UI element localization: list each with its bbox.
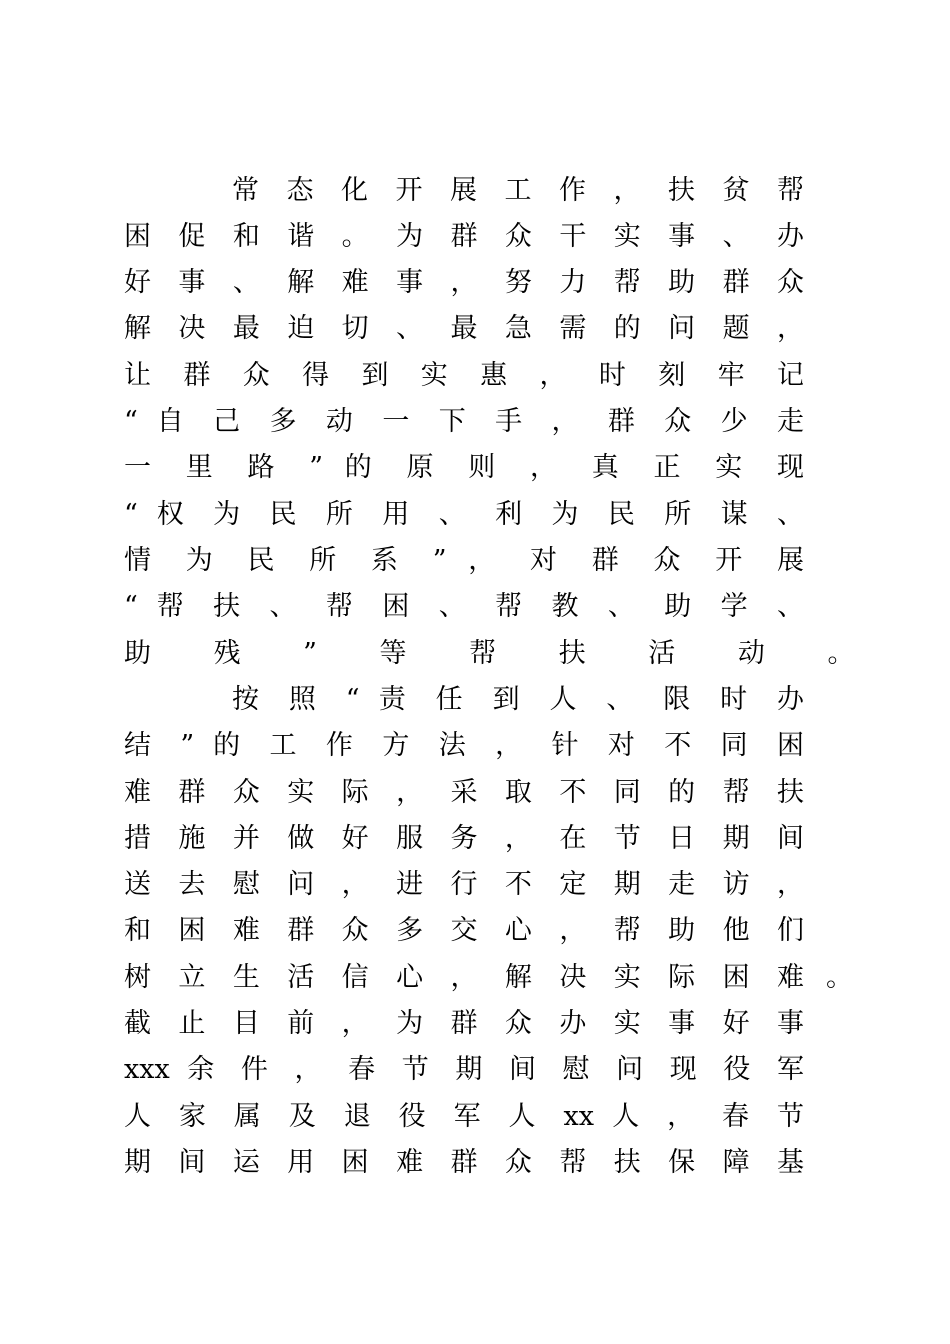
paragraph-1-line-2: 困 促 和 谐 。 为 群 众 干 实 事 、 办 [124, 221, 804, 252]
paragraph-1-line-8: “ 权 为 民 所 用 、 利 为 民 所 谋 、 [124, 499, 804, 530]
paragraph-2-line-11: 期 间 运 用 困 难 群 众 帮 扶 保 障 基 [124, 1147, 804, 1178]
paragraph-2-line-5: 送 去 慰 问 ， 进 行 不 定 期 走 访 ， [124, 869, 804, 900]
paragraph-2-line-2: 结 ” 的 工 作 方 法 ， 针 对 不 同 困 [124, 730, 804, 761]
paragraph-1-line-11: 助 残 ” 等 帮 扶 活 动 。 [124, 638, 882, 669]
paragraph-2-line-10: 人 家 属 及 退 役 军 人 xx 人 ， 春 节 [124, 1101, 804, 1132]
overflow-period: 。 [826, 962, 853, 993]
paragraph-2-line-7: 树 立 生 活 信 心 ， 解 决 实 际 困 难 [124, 962, 804, 993]
paragraph-1-line-1: 常 态 化 开 展 工 作 ， 扶 贫 帮 [232, 175, 804, 206]
paragraph-1-line-3: 好 事 、 解 难 事 ， 努 力 帮 助 群 众 [124, 267, 804, 298]
paragraph-1-line-9: 情 为 民 所 系 ” ， 对 群 众 开 展 [124, 545, 804, 576]
paragraph-2-line-9: xxx 余 件 ， 春 节 期 间 慰 问 现 役 军 [124, 1054, 804, 1085]
paragraph-2-line-8: 截 止 目 前 ， 为 群 众 办 实 事 好 事 [124, 1008, 804, 1039]
paragraph-1-line-10: “ 帮 扶 、 帮 困 、 帮 教 、 助 学 、 [124, 591, 804, 622]
paragraph-1-line-7: 一 里 路 ” 的 原 则 ， 真 正 实 现 [124, 452, 804, 483]
paragraph-2-line-4: 措 施 并 做 好 服 务 ， 在 节 日 期 间 [124, 823, 804, 854]
paragraph-1-line-6: “ 自 己 多 动 一 下 手 ， 群 众 少 走 [124, 406, 804, 437]
paragraph-2-line-6: 和 困 难 群 众 多 交 心 ， 帮 助 他 们 [124, 915, 804, 946]
paragraph-2-line-1: 按 照 “ 责 任 到 人 、 限 时 办 [232, 684, 804, 715]
paragraph-1-line-4: 解 决 最 迫 切 、 最 急 需 的 问 题 ， [124, 313, 804, 344]
paragraph-2-line-3: 难 群 众 实 际 ， 采 取 不 同 的 帮 扶 [124, 777, 804, 808]
paragraph-1-line-5: 让 群 众 得 到 实 惠 ， 时 刻 牢 记 [124, 360, 804, 391]
